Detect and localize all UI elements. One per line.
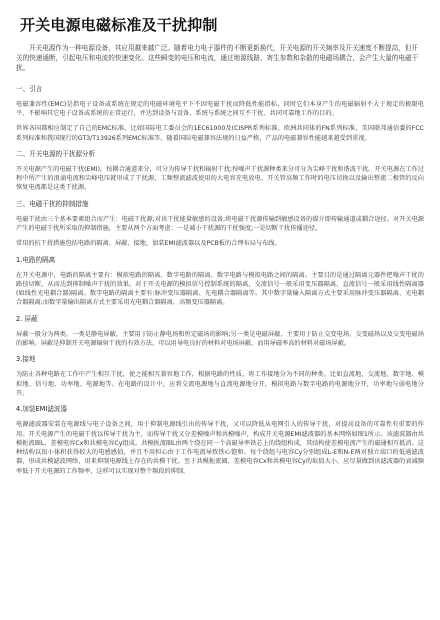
section-paragraph: 电磁兼容性(EMC)是指电子设备或系统在规定的电磁环境电平下不因电磁干扰而降低性能指标，同时它们本身产生的电磁辐射不大于规定的极限电平，不影响其它电子设备或系统的正常运行，并达到设备与设备、系统与系统之间互不干扰、共同可靠地工作的目的。 [16, 100, 424, 117]
section-3 [16, 199, 424, 249]
section-2 [16, 149, 424, 193]
section-heading: 2. 屏蔽 [16, 314, 38, 323]
section-heading: 一、引言 [16, 84, 43, 93]
section-paragraph: 电源滤波器安装在电源线与电子设备之间，用于抑制电源线引出的传导干扰，又可以降低从电网引入的传导干扰，对提高设备的可靠性有重要的作用。开关电源产生的电磁干扰以传导干扰为主，而传导干扰又分差模噪声和共模噪声，构成开关电源EMI滤波器的基本网络如图1所示。该滤波器由共模扼流圈L、差模电容Cx和共模电容Cy组成。共模扼流圈L由两个绕在同一个高磁导率铁芯上的绕组构成，其结构使差模电流产生的磁通相互抵消。这种结构以很小体积获得较大的电感感值，并且不用担心由于工作电流导致铁心饱和。每个绕组与电容Cy分别组成L-E和N-E两对独立端口的低通滤波器，形成共模滤波网络，用来抑制电源线上存在的共模干扰。至于共模扼流圈、差模电容Cx和共模电容Cy的取值大小，应尽量做到该滤波器的衰减频率低于开关电源的工作频率，这样可以实现对整个频段的抑制。 [16, 421, 424, 475]
section-paragraph: 屏蔽一般分为两类，一类是静电屏蔽，主要用于防止静电场和恒定磁场的影响;另一类是电磁屏蔽，主要用于防止交变电场、交变磁场以及交变电磁场的影响。屏蔽是抑制开关电源辐射干扰的有效方法，可以用导电良好的材料对电场屏蔽，而用导磁率高的材料对磁场屏蔽。 [16, 330, 424, 348]
section-paragraph: 开关电源产生的电磁干扰(EMI)，按耦合通道来分，可分为传导干扰和辐射干扰;按噪声干扰源种类来分可分为尖峰干扰和谐波干扰。开关电源在工作过程中所产生的浪涌电流和尖峰电压就形成了干扰源，工频整流滤波使用的大电容充电放电、开关管高频工作时的电压切换以及输出整流二极管的反向恢复电流都是这类干扰源。 [16, 165, 424, 192]
section-6 [16, 354, 424, 398]
section-heading: 二、开关电源的干扰源分析 [16, 149, 96, 158]
section-7 [16, 404, 424, 476]
section-heading: 3.接地 [16, 355, 36, 364]
section-paragraph: 常用的抗干扰措施包括电路的隔离、屏蔽、接地、加装EMI滤波器以及PCB板的合理布局与布线。 [16, 240, 281, 248]
section-4 [16, 255, 424, 308]
section-paragraph: 电磁干扰由三个基本要素组合而产生：电磁干扰源;对该干扰能量敏感的设备;将电磁干扰源传输到敏感设备的媒介即传输通道或耦合途径。对开关电源产生的电磁干扰所采取的抑制措施，主要从两个方面考虑：一是减小干扰源的干扰强度;一是切断干扰传播途径。 [16, 215, 424, 232]
section-heading: 1.电路的隔离 [16, 255, 56, 264]
section-heading: 三、电磁干扰的抑制措施 [16, 199, 89, 208]
intro-paragraph: 开关电源作为一种电源设备，其应用越来越广泛。随着电力电子器件的不断更新换代，开关电源的开关频率及开关速度不断提高，但开关的快速通断，引起电压和电流的快速变化。这些瞬变的电压和电流，通过地源线路、寄生参数和杂散的电磁场耦合，会产生大量的电磁干扰。 [16, 44, 419, 73]
section-5 [16, 314, 424, 349]
section-heading: 4.加装EMI滤波器 [16, 405, 68, 414]
section-1 [16, 84, 424, 143]
section-paragraph: 为防止各种电路在工作中产生相互干扰，使之能相互兼容地工作，根据电路的性质，将工作接地分为不同的种类。比如直流地、交流地、数字地、模拟地、信号地、功率地、电源地等。在电路的设计中，应将交流电源地与直流电源地分开，模拟电路与数字电路的电源地分开，功率地与弱电地分开。 [16, 371, 424, 397]
section-paragraph: 世界各国都相应制定了自己的EMC标准。比如国际电工委员会的1EC61000及(CISPR系列标准、欧洲共同体的FN系列标准、美国联邦通信委的FCC系列标准和我国现行的GT3/T13926系列EMC标准等。随着国际电磁兼容法规的日益严格，产品的电磁兼容性能越来越受到重视。 [16, 125, 424, 142]
page-title: 开关电源电磁标准及干扰抑制 [20, 16, 218, 34]
section-paragraph: 在开关电源中，电路的隔离主要有：模拟电路的隔离、数字电路的隔离、数字电路与模拟电路之间的隔离。主要目的是通过隔离元器件把噪声干扰的路径切断，从而达到抑制噪声干扰的效果。对于开关电源的模拟信号控制系统的隔离，交流信号一般采用变压器隔离，直流信号一般采用线性隔离器(如线性光电耦合器)隔离。数字电路的隔离主要有:脉冲变压器隔离、光电耦合器隔离等。其中数字量输入隔离方式主要采用脉冲变压器隔离、光电耦合器隔离;而数字量输出隔离方式主要采用光电耦合器隔离、高频变压器隔离。 [16, 271, 424, 307]
